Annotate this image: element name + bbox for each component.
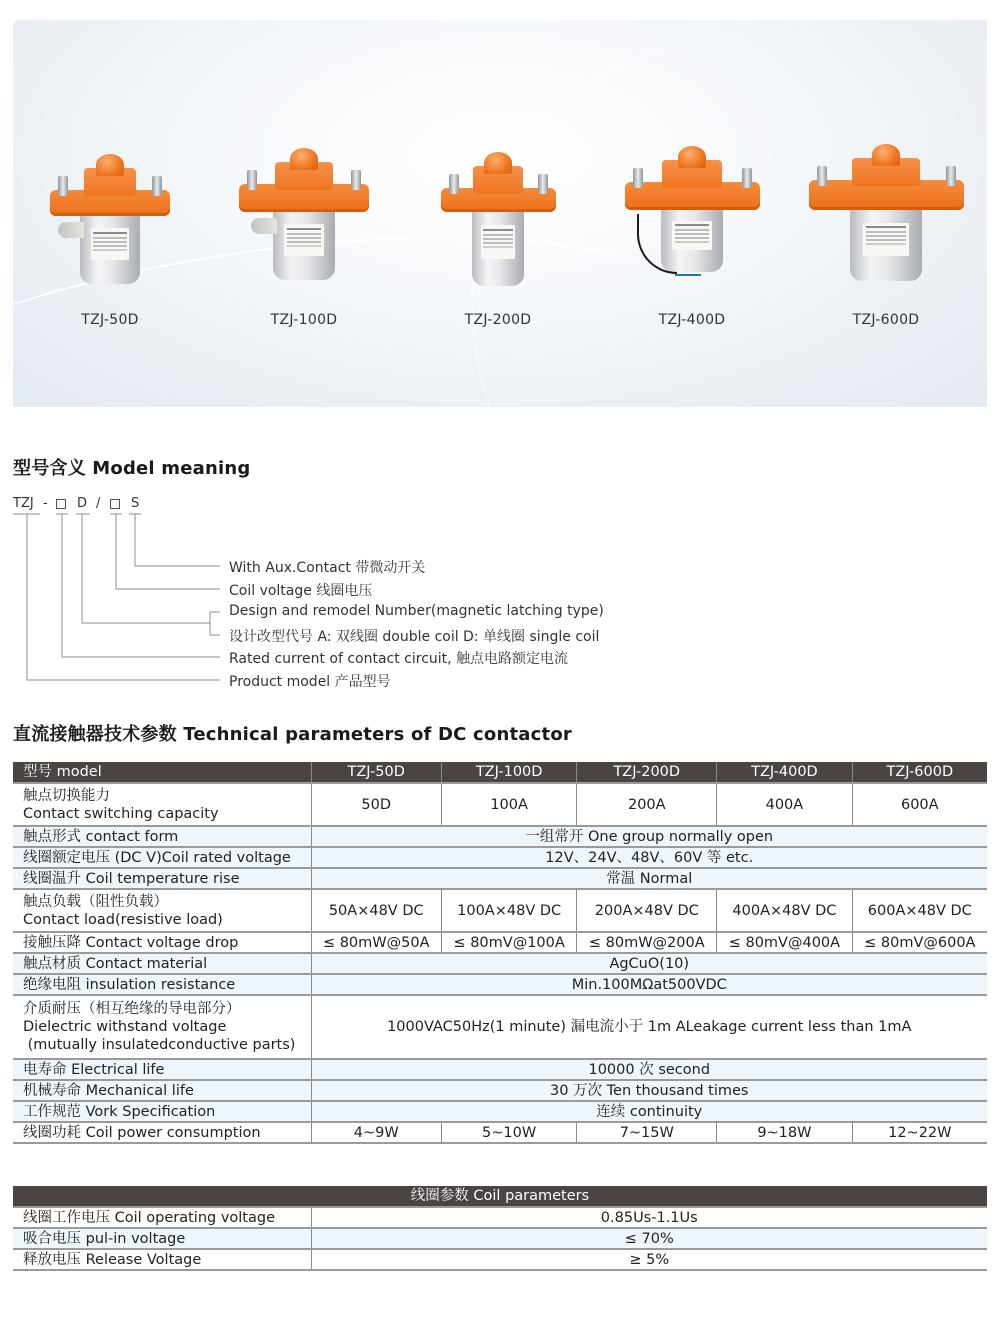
param-label-line: 接触压降 Contact voltage drop bbox=[23, 934, 239, 951]
param-label bbox=[13, 783, 311, 826]
param-label bbox=[13, 868, 311, 889]
table-row bbox=[13, 847, 987, 868]
param-value: 50D bbox=[311, 783, 441, 826]
coil-param-value: ≥ 5% bbox=[311, 1249, 987, 1270]
param-label bbox=[13, 995, 311, 1059]
coil-wire-tip bbox=[675, 274, 701, 276]
param-value: ≤ 80mV@600A bbox=[852, 932, 987, 953]
tech-params-title: 直流接触器技术参数 Technical parameters of DC contactor bbox=[13, 724, 572, 745]
param-value-all-models: 常温 Normal bbox=[311, 868, 987, 889]
terminal-bolt bbox=[152, 176, 162, 196]
param-label bbox=[13, 953, 311, 974]
table-row bbox=[13, 826, 987, 847]
param-value: 50A×48V DC bbox=[311, 889, 441, 932]
code-aux: S bbox=[131, 496, 140, 511]
table-row bbox=[13, 1059, 987, 1080]
param-label-line: 机械寿命 Mechanical life bbox=[23, 1082, 194, 1099]
table-row bbox=[13, 1101, 987, 1122]
param-label-line: (mutually insulatedconductive parts) bbox=[23, 1037, 296, 1053]
coil-can bbox=[850, 206, 922, 281]
code-prefix: TZJ bbox=[13, 496, 34, 511]
product-model-label: TZJ-200D bbox=[464, 312, 532, 328]
table-row bbox=[13, 953, 987, 974]
terminal-bolt bbox=[449, 174, 459, 194]
param-label-line: 触点形式 contact form bbox=[23, 828, 179, 845]
coil-params-header: 线圈参数 Coil parameters bbox=[13, 1186, 987, 1207]
param-label bbox=[13, 1080, 311, 1101]
header-tzj-400d: TZJ-400D bbox=[717, 762, 852, 783]
meaning-aux-contact: With Aux.Contact 带微动开关 bbox=[229, 560, 426, 576]
tech-params-table bbox=[13, 762, 987, 1144]
terminal-bolt bbox=[817, 166, 827, 186]
param-value: 100A×48V DC bbox=[441, 889, 576, 932]
header-tzj-100d: TZJ-100D bbox=[441, 762, 576, 783]
product-card bbox=[15, 20, 205, 407]
param-value: 4~9W bbox=[311, 1122, 441, 1143]
param-value: 600A bbox=[852, 783, 987, 826]
meaning-design-number: Design and remodel Number(magnetic latching type) bbox=[229, 603, 604, 619]
param-value: 7~15W bbox=[577, 1122, 717, 1143]
table-header-row bbox=[13, 1186, 987, 1207]
param-value: 400A×48V DC bbox=[717, 889, 852, 932]
terminal-bolt bbox=[633, 168, 643, 188]
param-label-line: 触点切换能力 bbox=[23, 787, 110, 804]
product-card bbox=[403, 20, 593, 407]
param-label-line: Contact load(resistive load) bbox=[23, 911, 223, 928]
code-design: D bbox=[77, 496, 88, 511]
param-value: 9~18W bbox=[717, 1122, 852, 1143]
table-row bbox=[13, 1249, 987, 1270]
header-tzj-600d: TZJ-600D bbox=[852, 762, 987, 783]
table-row bbox=[13, 1207, 987, 1228]
product-card bbox=[791, 20, 981, 407]
param-label-line: 介质耐压（相互绝缘的导电部分） bbox=[23, 1001, 241, 1017]
coil-can bbox=[80, 212, 140, 284]
table-row bbox=[13, 889, 987, 932]
param-value: 200A×48V DC bbox=[577, 889, 717, 932]
coil-param-label: 吸合电压 pul-in voltage bbox=[13, 1228, 311, 1249]
param-label bbox=[13, 932, 311, 953]
orange-dome bbox=[678, 146, 706, 168]
orange-dome bbox=[96, 154, 124, 176]
param-value: 5~10W bbox=[441, 1122, 576, 1143]
param-value: 12~22W bbox=[852, 1122, 987, 1143]
param-label-line: 绝缘电阻 insulation resistance bbox=[23, 976, 236, 993]
table-row bbox=[13, 783, 987, 826]
coil-can bbox=[472, 208, 524, 286]
placeholder-box-icon bbox=[56, 499, 66, 509]
param-label bbox=[13, 1122, 311, 1143]
product-card bbox=[209, 20, 399, 407]
header-tzj-200d: TZJ-200D bbox=[577, 762, 717, 783]
param-label-line: 触点材质 Contact material bbox=[23, 955, 208, 972]
terminal-bolt bbox=[351, 170, 361, 190]
orange-dome bbox=[872, 144, 900, 166]
param-value-all-models: 30 万次 Ten thousand times bbox=[311, 1080, 987, 1101]
meaning-rated-current: Rated current of contact circuit, 触点电路额定电流 bbox=[229, 651, 569, 667]
param-label bbox=[13, 1059, 311, 1080]
param-value: ≤ 80mW@50A bbox=[311, 932, 441, 953]
param-value-all-models: 一组常开 One group normally open bbox=[311, 826, 987, 847]
param-label bbox=[13, 1101, 311, 1122]
param-value: 600A×48V DC bbox=[852, 889, 987, 932]
coil-wire bbox=[637, 214, 677, 274]
table-row bbox=[13, 995, 987, 1059]
product-model-label: TZJ-100D bbox=[270, 312, 338, 328]
param-value-all-models: AgCuO(10) bbox=[311, 953, 987, 974]
param-label-line: 电寿命 Electrical life bbox=[23, 1061, 165, 1078]
product-card bbox=[597, 20, 787, 407]
coil-param-value: ≤ 70% bbox=[311, 1228, 987, 1249]
coil-param-label: 释放电压 Release Voltage bbox=[13, 1249, 311, 1270]
mounting-bracket bbox=[251, 218, 277, 234]
param-value-all-models: 10000 次 second bbox=[311, 1059, 987, 1080]
param-label-line: 线圈额定电压 (DC V)Coil rated voltage bbox=[23, 849, 291, 866]
terminal-bolt bbox=[742, 168, 752, 188]
header-tzj-50d: TZJ-50D bbox=[311, 762, 441, 783]
param-value-all-models: 连续 continuity bbox=[311, 1101, 987, 1122]
coil-param-value: 0.85Us-1.1Us bbox=[311, 1207, 987, 1228]
table-row bbox=[13, 868, 987, 889]
product-sticker bbox=[481, 225, 514, 259]
param-label bbox=[13, 847, 311, 868]
table-row bbox=[13, 974, 987, 995]
table-row bbox=[13, 1228, 987, 1249]
coil-params-table bbox=[13, 1186, 987, 1271]
param-label-line: 工作规范 Vork Specification bbox=[23, 1103, 216, 1120]
product-model-label: TZJ-600D bbox=[852, 312, 920, 328]
header-model: 型号 model bbox=[13, 762, 311, 783]
param-value: ≤ 80mV@100A bbox=[441, 932, 576, 953]
terminal-bolt bbox=[58, 176, 68, 196]
product-model-label: TZJ-50D bbox=[81, 312, 139, 328]
code-box-current bbox=[56, 496, 66, 513]
param-label-line: Dielectric withstand voltage bbox=[23, 1019, 227, 1035]
param-label bbox=[13, 974, 311, 995]
placeholder-box-icon bbox=[110, 499, 120, 509]
param-label-line: 线圈功耗 Coil power consumption bbox=[23, 1124, 261, 1141]
product-banner bbox=[13, 20, 987, 407]
product-sticker bbox=[284, 224, 324, 256]
meaning-design-code: 设计改型代号 A: 双线圈 double coil D: 单线圈 single coil bbox=[229, 629, 600, 645]
code-box-voltage bbox=[110, 496, 120, 513]
param-label bbox=[13, 889, 311, 932]
param-label-line: Contact switching capacity bbox=[23, 805, 219, 822]
model-meaning-title: 型号含义 Model meaning bbox=[13, 458, 251, 479]
terminal-bolt bbox=[946, 166, 956, 186]
param-value: 400A bbox=[717, 783, 852, 826]
table-row bbox=[13, 1080, 987, 1101]
product-sticker bbox=[863, 223, 909, 256]
product-sticker bbox=[672, 221, 712, 250]
mounting-bracket bbox=[58, 222, 84, 238]
orange-dome bbox=[290, 148, 318, 170]
param-value-all-models: 12V、24V、48V、60V 等 etc. bbox=[311, 847, 987, 868]
param-value: 100A bbox=[441, 783, 576, 826]
code-dash: - bbox=[43, 496, 48, 511]
product-sticker bbox=[91, 228, 129, 260]
orange-dome bbox=[484, 152, 512, 174]
table-header-row bbox=[13, 762, 987, 783]
param-value-all-models: Min.100MΩat500VDC bbox=[311, 974, 987, 995]
param-label-line: 触点负载（阻性负载） bbox=[23, 893, 168, 910]
param-value: 200A bbox=[577, 783, 717, 826]
table-row bbox=[13, 932, 987, 953]
product-model-label: TZJ-400D bbox=[658, 312, 726, 328]
terminal-bolt bbox=[538, 174, 548, 194]
coil-param-label: 线圈工作电压 Coil operating voltage bbox=[13, 1207, 311, 1228]
param-value: ≤ 80mV@400A bbox=[717, 932, 852, 953]
param-label-line: 线圈温升 Coil temperature rise bbox=[23, 870, 240, 887]
meaning-coil-voltage: Coil voltage 线圈电压 bbox=[229, 583, 373, 599]
meaning-product-model: Product model 产品型号 bbox=[229, 674, 391, 690]
table-row bbox=[13, 1122, 987, 1143]
coil-can bbox=[273, 208, 335, 280]
param-label bbox=[13, 826, 311, 847]
terminal-bolt bbox=[247, 170, 257, 190]
code-slash: / bbox=[96, 496, 101, 511]
param-value: ≤ 80mW@200A bbox=[577, 932, 717, 953]
param-value-all-models: 1000VAC50Hz(1 minute) 漏电流小于 1m ALeakage current less than 1mA bbox=[311, 995, 987, 1059]
